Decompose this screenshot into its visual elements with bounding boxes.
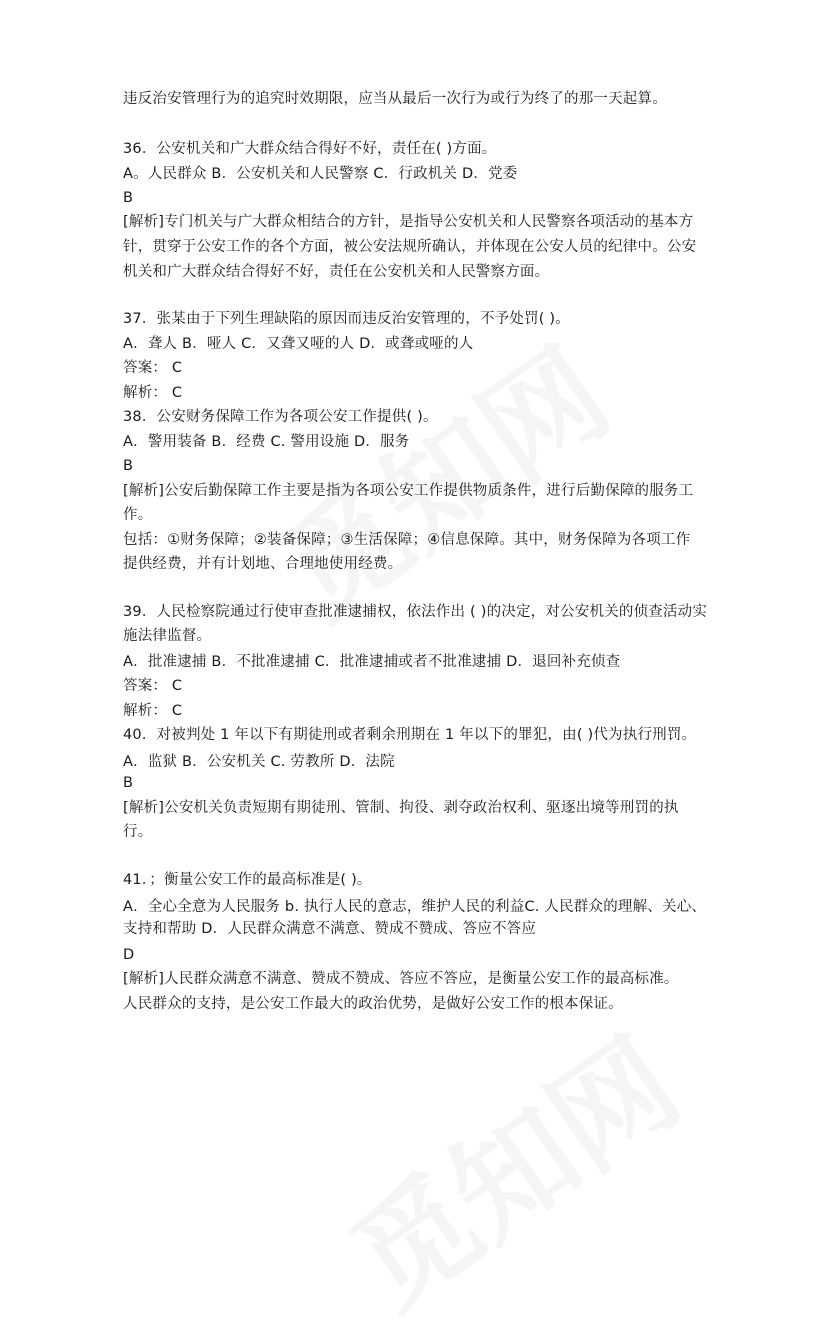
answer-37: 答案： C: [123, 360, 183, 376]
analysis-38: 包括：①财务保障；②装备保障；③生活保障；④信息保障。其中，财务保障为各项工作: [123, 532, 691, 548]
watermark: [243, 302, 637, 649]
options-41: A．全心全意为人民服务 b. 执行人民的意志，维护人民的利益C. 人民群众的理解、关心、: [123, 899, 707, 915]
question-39: 39．人民检察院通过行使审查批准逮捕权，依法作出 ( )的决定，对公安机关的侦查活动实: [123, 604, 708, 620]
options-36: A。人民群众 B．公安机关和人民警察 C．行政机关 D．党委: [123, 166, 518, 182]
analysis-40: [解析]公安机关负责短期有期徒刑、管制、拘役、剥夺政治权利、驱逐出境等刑罚的执: [123, 800, 679, 816]
options-41: 支持和帮助 D．人民群众满意不满意、赞成不赞成、答应不答应: [123, 921, 537, 937]
options-37: A．聋人 B．哑人 C．又聋又哑的人 D．或聋或哑的人: [123, 336, 474, 352]
text-line: 违反治安管理行为的追究时效期限，应当从最后一次行为或行为终了的那一天起算。: [123, 91, 667, 107]
question-40: 40．对被判处 1 年以下有期徒刑或者剩余刑期在 1 年以下的罪犯，由( )代为执行刑罚。: [123, 727, 697, 743]
question-38: 38．公安财务保障工作为各项公安工作提供( )。: [123, 409, 438, 425]
analysis-41: [解析]人民群众满意不满意、赞成不赞成、答应不答应，是衡量公安工作的最高标准。: [123, 971, 679, 987]
answer-39: 答案： C: [123, 678, 183, 694]
watermark: [313, 992, 707, 1339]
answer-38: B: [123, 458, 134, 474]
options-38: A．警用装备 B．经费 C. 警用设施 D．服务: [123, 434, 410, 450]
question-37: 37．张某由于下列生理缺陷的原因而违反治安管理的，不予处罚( )。: [123, 311, 570, 327]
analysis-37: 解析： C: [123, 385, 183, 401]
answer-41: D: [123, 947, 135, 963]
analysis-40: 行。: [123, 824, 153, 840]
answer-40: B: [123, 775, 134, 791]
analysis-36: [解析]专门机关与广大群众相结合的方针，是指导公安机关和人民警察各项活动的基本方: [123, 214, 694, 230]
question-39: 施法律监督。: [123, 628, 212, 644]
question-41: 41．；衡量公安工作的最高标准是( )。: [123, 872, 372, 888]
analysis-39: 解析： C: [123, 703, 183, 719]
analysis-38: [解析]公安后勤保障工作主要是指为各项公安工作提供物质条件，进行后勤保障的服务工: [123, 483, 694, 499]
analysis-36: 针，贯穿于公安工作的各个方面，被公安法规所确认，并体现在公安人员的纪律中。公安: [123, 239, 697, 255]
question-36: 36．公安机关和广大群众结合得好不好，责任在( )方面。: [123, 141, 497, 157]
analysis-36: 机关和广大群众结合得好不好，责任在公安机关和人民警察方面。: [123, 264, 550, 280]
analysis-41: 人民群众的支持，是公安工作最大的政治优势，是做好公安工作的根本保证。: [123, 996, 623, 1012]
analysis-38: 提供经费，并有计划地、合理地使用经费。: [123, 556, 403, 572]
answer-36: B: [123, 190, 134, 206]
options-40: A．监狱 B．公安机关 C. 劳教所 D．法院: [123, 754, 395, 770]
options-39: A．批准逮捕 B．不批准逮捕 C．批准逮捕或者不批准逮捕 D．退回补充侦查: [123, 654, 621, 670]
analysis-38: 作。: [123, 507, 153, 523]
